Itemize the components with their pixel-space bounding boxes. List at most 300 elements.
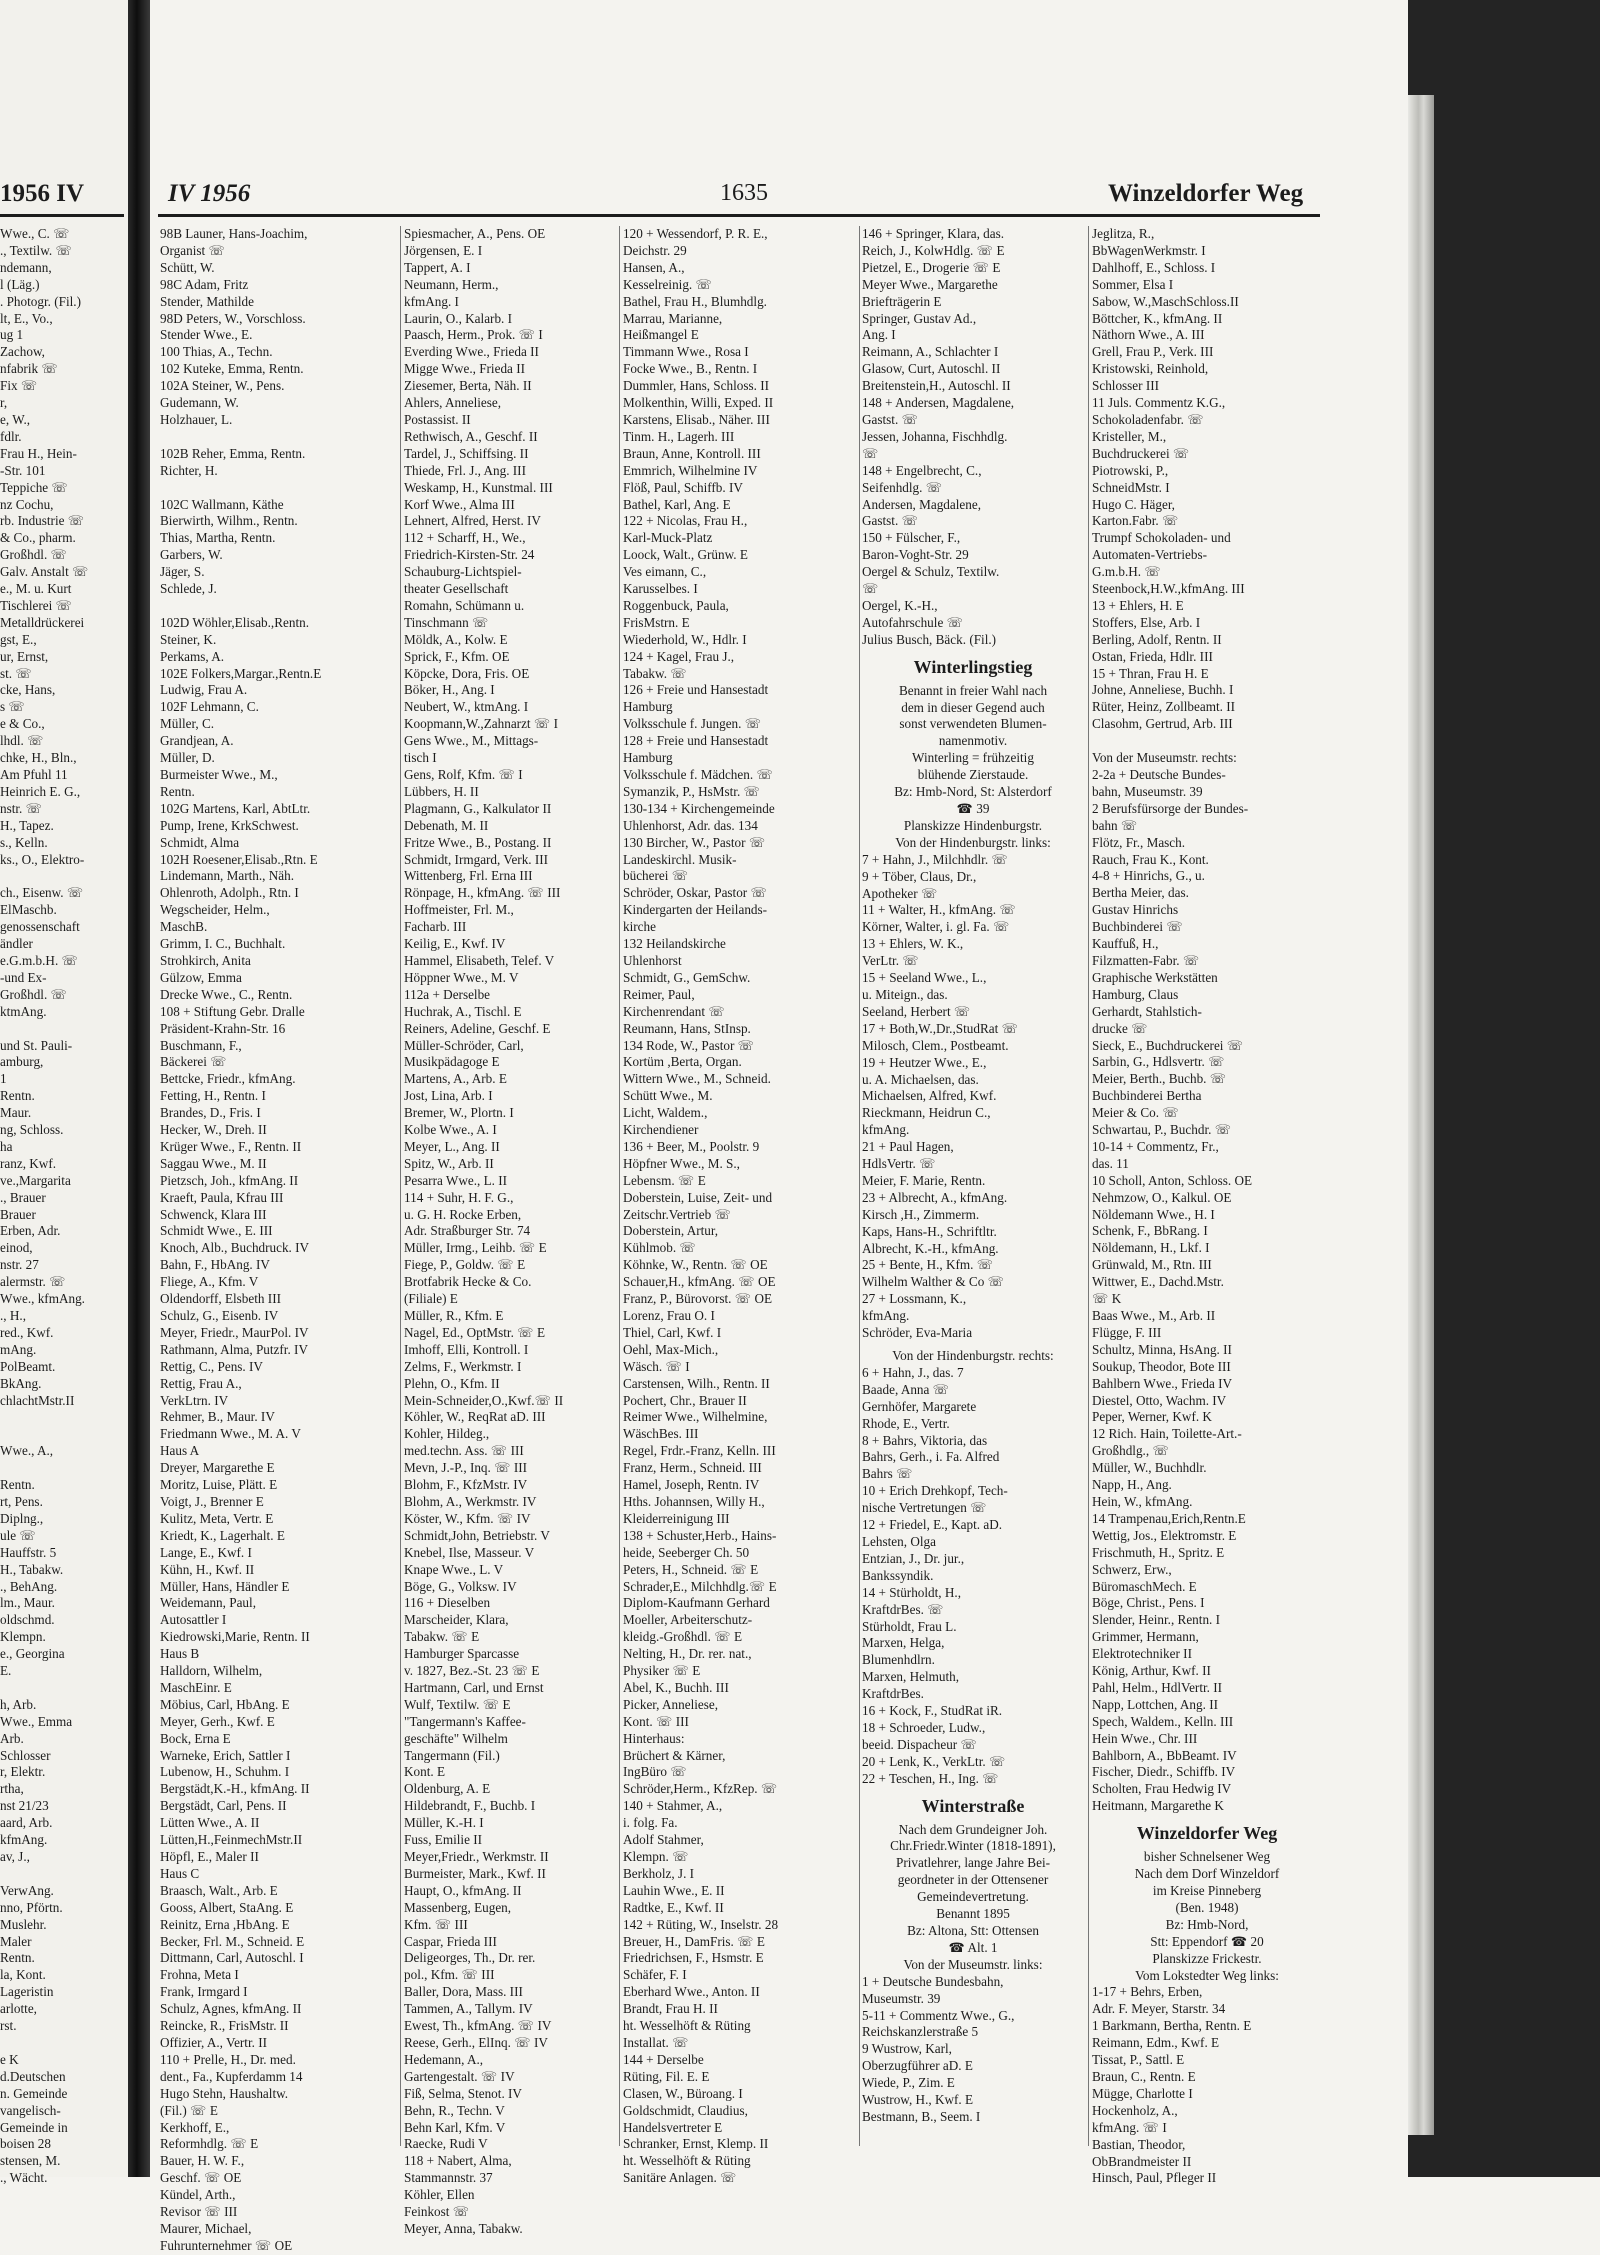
directory-line: 10 + Erich Drehkopf, Tech- bbox=[862, 1483, 1008, 1499]
directory-line: Bergstädt,K.-H., kfmAng. II bbox=[160, 1781, 310, 1797]
directory-line: E. bbox=[0, 1663, 12, 1679]
directory-line: Springer, Gustav Ad., bbox=[862, 310, 977, 326]
directory-line: Imhoff, Elli, Kontroll. I bbox=[404, 1341, 529, 1357]
directory-line: Kraeft, Paula, Kfrau III bbox=[160, 1189, 284, 1205]
directory-line: Strohkirch, Anita bbox=[160, 952, 251, 968]
directory-line: Klempn. bbox=[0, 1629, 46, 1645]
directory-line: Schwerz, Erw., bbox=[1092, 1561, 1172, 1577]
directory-line: Hecker, W., Dreh. II bbox=[160, 1122, 267, 1138]
directory-line: Holzhauer, L. bbox=[160, 411, 233, 427]
directory-line: bisher Schnelsener Weg bbox=[1143, 1849, 1271, 1865]
directory-line: Ang. I bbox=[862, 327, 896, 343]
directory-line: Bahlborn, A., BbBeamt. IV bbox=[1092, 1747, 1237, 1763]
directory-line: VerLtr. ☏ bbox=[862, 953, 919, 969]
directory-line: Haus C bbox=[160, 1865, 200, 1881]
directory-line: red., Kwf. bbox=[0, 1324, 54, 1340]
directory-line: Rettig, Frau A., bbox=[160, 1375, 242, 1391]
directory-line: Berling, Adolf, Rentn. II bbox=[1092, 631, 1222, 647]
directory-line: Weskamp, H., Kunstmal. III bbox=[404, 479, 553, 495]
directory-line: nfabrik ☏ bbox=[0, 361, 58, 377]
directory-line: Voigt, J., Brenner E bbox=[160, 1493, 264, 1509]
directory-line: Plagmann, G., Kalkulator II bbox=[404, 800, 552, 816]
column-divider bbox=[859, 226, 860, 2146]
facing-page-header: 1956 IV bbox=[0, 180, 85, 207]
directory-column-4 bbox=[862, 226, 1084, 2126]
directory-line: 27 + Lossmann, K., bbox=[862, 1291, 967, 1307]
directory-line: Huchrak, A., Tischl. E bbox=[404, 1003, 522, 1019]
directory-line: Böge, Christ., Pens. I bbox=[1092, 1595, 1205, 1611]
directory-line: Autosattler I bbox=[160, 1612, 227, 1628]
directory-line: Postassist. II bbox=[404, 411, 471, 427]
directory-line: Ves eimann, C., bbox=[623, 564, 707, 580]
directory-line: kfmAng. ☏ I bbox=[1092, 2119, 1167, 2135]
directory-line: Köhnke, W., Rentn. ☏ OE bbox=[623, 1257, 768, 1273]
directory-line: Peper, Werner, Kwf. K bbox=[1092, 1409, 1212, 1425]
directory-line: VerwAng. bbox=[0, 1882, 54, 1898]
directory-line: Apotheker ☏ bbox=[862, 885, 938, 901]
directory-line: Migge Wwe., Frieda II bbox=[404, 361, 525, 377]
directory-line: Massenberg, Eugen, bbox=[404, 1899, 512, 1915]
directory-line: Lange, E., Kwf. I bbox=[160, 1544, 252, 1560]
directory-line: Roggenbuck, Paula, bbox=[623, 597, 729, 613]
directory-line: Garbers, W. bbox=[160, 547, 223, 563]
directory-line: Fuss, Emilie II bbox=[404, 1832, 483, 1848]
directory-line: Baas Wwe., M., Arb. II bbox=[1092, 1308, 1216, 1323]
street-heading-winzeldorfer-weg: Winzeldorfer Weg bbox=[1136, 1823, 1278, 1844]
directory-line: Kont. ☏ III bbox=[623, 1713, 689, 1729]
winzeldorfer-intro bbox=[1092, 1849, 1322, 1967]
directory-line: 108 + Stiftung Gebr. Dralle bbox=[160, 1003, 305, 1019]
directory-line: 114 + Suhr, H. F. G., bbox=[404, 1189, 514, 1205]
directory-line: Frau H., Hein- bbox=[0, 445, 77, 461]
directory-line: Radtke, E., Kwf. II bbox=[623, 1899, 724, 1915]
directory-line: Großhdl. ☏ bbox=[0, 547, 68, 563]
directory-line: 128 + Freie und Hansestadt bbox=[623, 733, 769, 749]
directory-line: 112 + Scharff, H., We., bbox=[404, 530, 526, 546]
directory-line: ☎ 39 bbox=[956, 801, 990, 816]
directory-line: "Tangermann's Kaffee- bbox=[404, 1713, 526, 1729]
directory-line: e.G.m.b.H. ☏ bbox=[0, 952, 79, 968]
directory-line: Glasow, Curt, Autoschl. II bbox=[862, 361, 1001, 377]
directory-line: geordneter in der Ottensener bbox=[897, 1872, 1049, 1888]
directory-line: Burmeister, Mark., Kwf. II bbox=[404, 1865, 546, 1881]
directory-line: einod, bbox=[0, 1240, 33, 1256]
directory-line: Hildebrandt, F., Buchb. I bbox=[404, 1798, 536, 1814]
directory-line: Kfm. ☏ III bbox=[404, 1916, 468, 1932]
directory-line: Feinkost ☏ bbox=[404, 2204, 470, 2220]
directory-line: Sprick, F., Kfm. OE bbox=[404, 648, 510, 664]
directory-line: Großhdlg., ☏ bbox=[1092, 1443, 1169, 1459]
directory-line: Schütt, W. bbox=[160, 259, 215, 275]
directory-line: 134 Rode, W., Pastor ☏ bbox=[623, 1037, 755, 1053]
directory-line: Burmeister Wwe., M., bbox=[160, 767, 278, 782]
directory-line: Rentn. bbox=[160, 783, 195, 799]
directory-line: Reinitz, Erna ,HbAng. E bbox=[160, 1916, 290, 1932]
directory-line: Nehmzow, O., Kalkul. OE bbox=[1092, 1189, 1232, 1205]
directory-line: Trumpf Schokoladen- und bbox=[1092, 530, 1231, 546]
directory-line: Reimer, Paul, bbox=[623, 986, 695, 1002]
directory-line: Laurin, O., Kalarb. I bbox=[404, 310, 513, 326]
directory-line: Moeller, Arbeiterschutz- bbox=[623, 1612, 753, 1628]
directory-line: Oergel, K.-H., bbox=[862, 597, 938, 613]
directory-line: Kerkhoff, E., bbox=[160, 2119, 230, 2135]
directory-line: Hamburg, Claus bbox=[1092, 986, 1179, 1002]
directory-line: 12 + Friedel, E., Kapt. aD. bbox=[862, 1517, 1003, 1533]
directory-line: Von der Museumstr. rechts: bbox=[1092, 750, 1237, 766]
directory-line: ., Wächt. bbox=[0, 2170, 48, 2186]
directory-line: ., Brauer bbox=[0, 1189, 46, 1205]
directory-line: Wilhelm Walther & Co ☏ bbox=[862, 1274, 1005, 1290]
directory-line: tisch I bbox=[404, 750, 437, 766]
directory-line: Rauch, Frau K., Kont. bbox=[1092, 851, 1209, 867]
directory-line: kleidg.-Großhdl. ☏ E bbox=[623, 1629, 743, 1645]
directory-line: Meyer, Gerh., Kwf. E bbox=[160, 1713, 275, 1729]
directory-line: Paasch, Herm., Prok. ☏ I bbox=[404, 327, 543, 343]
directory-line: Doberstein, Luise, Zeit- und bbox=[623, 1189, 773, 1205]
directory-line: Symanzik, P., HsMstr. ☏ bbox=[623, 783, 761, 799]
directory-line: i. folg. Fa. bbox=[623, 1815, 678, 1831]
directory-line: Großhdl. ☏ bbox=[0, 986, 68, 1002]
directory-line: Bertha Meier, das. bbox=[1092, 885, 1189, 901]
directory-line: Graphische Werkstätten bbox=[1092, 969, 1218, 985]
directory-line: Knoch, Alb., Buchdruck. IV bbox=[160, 1240, 310, 1256]
directory-line: vangelisch- bbox=[0, 2102, 61, 2118]
directory-line: Reich, J., KolwHdlg. ☏ E bbox=[862, 242, 1005, 258]
directory-line: Rehmer, B., Maur. IV bbox=[160, 1409, 275, 1425]
directory-line: Hamburger Sparcasse bbox=[404, 1646, 520, 1662]
book-gutter bbox=[128, 0, 150, 2177]
directory-line: Lütten Wwe., A. II bbox=[160, 1815, 260, 1831]
directory-line: Rentn. bbox=[0, 1950, 35, 1966]
directory-line: Pietzsch, Joh., kfmAng. II bbox=[160, 1172, 299, 1188]
directory-line: ObBrandmeister II bbox=[1092, 2153, 1192, 2169]
directory-line: 22 + Teschen, H., Ing. ☏ bbox=[862, 1770, 999, 1786]
directory-line: Bestmann, B., Seem. I bbox=[862, 2108, 981, 2124]
directory-line: Möldk, A., Kolw. E bbox=[404, 631, 508, 647]
directory-line: 142 + Rüting, W., Inselstr. 28 bbox=[623, 1916, 779, 1932]
directory-line: 10 Scholl, Anton, Schloss. OE bbox=[1092, 1172, 1253, 1188]
scanner-margin bbox=[1408, 0, 1600, 2177]
directory-line: 148 + Engelbrecht, C., bbox=[862, 462, 982, 478]
directory-line: Marrau, Marianne, bbox=[623, 310, 723, 326]
directory-line: rst. bbox=[0, 2018, 17, 2034]
directory-line: Deichstr. 29 bbox=[623, 242, 687, 258]
directory-line: 132 Heilandskirche bbox=[623, 936, 726, 952]
directory-line: Bergstädt, Carl, Pens. II bbox=[160, 1798, 287, 1814]
directory-line: Warneke, Erich, Sattler I bbox=[160, 1747, 291, 1763]
directory-line: Pesarra Wwe., L. II bbox=[404, 1172, 508, 1188]
directory-line: 130 Bircher, W., Pastor ☏ bbox=[623, 834, 766, 850]
directory-line: Hamel, Joseph, Rentn. IV bbox=[623, 1477, 760, 1493]
directory-line: ha bbox=[0, 1138, 13, 1154]
winterstrasse-left-entries bbox=[862, 1974, 1084, 2126]
directory-line: ☎ Alt. 1 bbox=[948, 1939, 998, 1955]
directory-line: heide, Seeberger Ch. 50 bbox=[623, 1544, 750, 1560]
directory-line: ch., Eisenw. ☏ bbox=[0, 885, 84, 901]
directory-line bbox=[0, 1426, 122, 1443]
directory-line: Seeland, Herbert ☏ bbox=[862, 1003, 971, 1019]
directory-line: Pahl, Helm., HdlVertr. II bbox=[1092, 1679, 1223, 1695]
directory-line: Tischlerei ☏ bbox=[0, 597, 73, 613]
directory-line: Maurer, Michael, bbox=[160, 2220, 252, 2236]
directory-line: Clasen, W., Büroang. I bbox=[623, 2085, 743, 2101]
directory-line: Schröder,Herm., KfzRep. ☏ bbox=[623, 1781, 778, 1797]
directory-line: Köster, W., Kfm. ☏ IV bbox=[404, 1510, 531, 1526]
directory-line: Wwe., kfmAng. bbox=[0, 1291, 85, 1307]
directory-line: Schulz, G., Eisenb. IV bbox=[160, 1308, 279, 1323]
directory-line: Kühlmob. ☏ bbox=[623, 1240, 696, 1256]
directory-line: Schenk, F., BbRang. I bbox=[1092, 1223, 1208, 1239]
directory-line: Andersen, Magdalene, bbox=[862, 496, 982, 512]
directory-line: Brüchert & Kärner, bbox=[623, 1747, 726, 1763]
facing-page-fragment bbox=[0, 0, 128, 2186]
directory-line bbox=[160, 480, 398, 497]
directory-line: Caspar, Frieda III bbox=[404, 1933, 497, 1949]
directory-line: Kortüm ,Berta, Organ. bbox=[623, 1054, 742, 1070]
directory-line: Richter, H. bbox=[160, 462, 218, 478]
directory-line: Slender, Heinr., Rentn. I bbox=[1092, 1612, 1221, 1628]
winzeldorfer-left-entries bbox=[1092, 1984, 1322, 2187]
column-divider bbox=[619, 226, 620, 2146]
directory-line: Martens, A., Arb. E bbox=[404, 1071, 507, 1087]
directory-line: mAng. bbox=[0, 1341, 37, 1357]
directory-line: Focke Wwe., B., Rentn. I bbox=[623, 361, 758, 377]
directory-line: Tardel, J., Schiffsing. II bbox=[404, 445, 529, 461]
directory-line: Adr. F. Meyer, Starstr. 34 bbox=[1092, 2001, 1226, 2017]
directory-line: Hinsch, Paul, Pfleger II bbox=[1092, 2170, 1217, 2186]
directory-line: Jost, Lina, Arb. I bbox=[404, 1088, 493, 1104]
directory-line: Friedmann Wwe., M. A. V bbox=[160, 1426, 301, 1442]
directory-line: 18 + Schroeder, Ludw., bbox=[862, 1719, 986, 1735]
directory-line: WäschBes. III bbox=[623, 1426, 699, 1442]
directory-line: Kaps, Hans-H., Schriftltr. bbox=[862, 1223, 997, 1239]
directory-line: Neubert, W., ktmAng. I bbox=[404, 699, 529, 715]
directory-line: Bathel, Karl, Ang. E bbox=[623, 496, 731, 512]
directory-line: Galv. Anstalt ☏ bbox=[0, 564, 89, 580]
directory-line: rt, Pens. bbox=[0, 1493, 43, 1509]
directory-line: Wwe., C. ☏ bbox=[0, 226, 70, 241]
winterlingstieg-right-entries bbox=[862, 1365, 1084, 1788]
directory-line: 100 Thias, A., Techn. bbox=[160, 344, 273, 360]
directory-line: Schlosser bbox=[0, 1747, 51, 1763]
page-number: 1635 bbox=[720, 180, 768, 206]
directory-line: Rethwisch, A., Geschf. II bbox=[404, 428, 538, 444]
directory-line: Rhode, E., Vertr. bbox=[862, 1415, 950, 1431]
directory-line: ks., O., Elektro- bbox=[0, 851, 85, 867]
directory-line: KraftdrBes. ☏ bbox=[862, 1601, 944, 1617]
directory-line: Bastian, Theodor, bbox=[1092, 2136, 1186, 2152]
directory-line: Soukup, Theodor, Bote III bbox=[1092, 1358, 1231, 1374]
directory-line: HdlsVertr. ☏ bbox=[862, 1156, 936, 1172]
directory-line: Tinm. H., Lagerh. III bbox=[623, 428, 735, 444]
directory-line: Sanitäre Anlagen. ☏ bbox=[623, 2170, 737, 2186]
directory-line: Goldschmidt, Claudius, bbox=[623, 2102, 748, 2118]
directory-line: 98D Peters, W., Vorschloss. bbox=[160, 310, 306, 326]
directory-line: Wittwer, E., Dachd.Mstr. bbox=[1092, 1274, 1224, 1290]
directory-line: Museumstr. 39 bbox=[862, 1990, 941, 2006]
directory-line: Schmidt, Irmgard, Verk. III bbox=[404, 851, 549, 867]
directory-line: Mein-Schneider,O.,Kwf.☏ II bbox=[404, 1392, 564, 1408]
directory-line: u. Miteign., das. bbox=[862, 986, 948, 1002]
directory-line: Kolbe Wwe., A. I bbox=[404, 1122, 497, 1138]
directory-line: ur, Ernst, bbox=[0, 648, 49, 664]
street-heading-winterlingstieg: Winterlingstieg bbox=[913, 656, 1033, 677]
directory-line: n. Gemeinde bbox=[0, 2085, 68, 2101]
directory-line: rtha, bbox=[0, 1781, 24, 1797]
directory-line: 20 + Lenk, K., VerkLtr. ☏ bbox=[862, 1753, 1006, 1769]
directory-line: Körner, Walter, i. gl. Fa. ☏ bbox=[862, 919, 1010, 935]
column-divider bbox=[1088, 226, 1089, 2146]
directory-line: Napp, H., Ang. bbox=[1092, 1477, 1172, 1493]
directory-line: Timmann Wwe., Rosa I bbox=[623, 344, 749, 360]
directory-line: Lageristin bbox=[0, 1984, 54, 2000]
directory-line: Lebensm. ☏ E bbox=[623, 1172, 706, 1188]
winterlingstieg-left-title: Von der Hindenburgstr. links: bbox=[895, 834, 1051, 850]
directory-line: VerkLtrn. IV bbox=[160, 1392, 229, 1408]
directory-line: 138 + Schuster,Herb., Hains- bbox=[623, 1527, 777, 1543]
directory-line: geschäfte" Wilhelm bbox=[404, 1730, 508, 1746]
directory-line: Becker, Frl. M., Schneid. E bbox=[160, 1933, 305, 1949]
directory-line: Reimer Wwe., Wilhelmine, bbox=[623, 1409, 768, 1425]
directory-line: Rönpage, H., kfmAng. ☏ III bbox=[404, 885, 561, 901]
directory-line: Kohler, Hildeg., bbox=[404, 1426, 490, 1442]
directory-line: Müller-Schröder, Carl, bbox=[404, 1037, 524, 1053]
directory-line: Fuhrunternehmer ☏ OE bbox=[160, 2237, 293, 2253]
directory-line: Zeitschr.Vertrieb ☏ bbox=[623, 1206, 732, 1222]
directory-line: lhdl. ☏ bbox=[0, 733, 44, 749]
directory-line: Gens, Rolf, Kfm. ☏ I bbox=[404, 767, 523, 782]
directory-line: Picker, Anneliese, bbox=[623, 1696, 719, 1712]
directory-line: Tappert, A. I bbox=[404, 259, 471, 275]
directory-line: Meier & Co. ☏ bbox=[1092, 1105, 1179, 1121]
directory-line: v. 1827, Bez.-St. 23 ☏ E bbox=[404, 1663, 540, 1679]
directory-line: Michaelsen, Alfred, Kwf. bbox=[862, 1088, 997, 1104]
directory-line: Müller, Irmg., Leihb. ☏ E bbox=[404, 1240, 547, 1256]
directory-line: Wustrow, H., Kwf. E bbox=[862, 2092, 974, 2108]
directory-line: Bahlbern Wwe., Frieda IV bbox=[1092, 1375, 1233, 1391]
directory-column-1 bbox=[160, 226, 398, 2255]
directory-line: Rieckmann, Heidrun C., bbox=[862, 1105, 991, 1121]
directory-line: Erben, Adr. bbox=[0, 1223, 61, 1239]
directory-line: Regel, Frdr.-Franz, Kelln. III bbox=[623, 1443, 776, 1459]
directory-line: 102H Roesener,Elisab.,Rtn. E bbox=[160, 851, 318, 867]
directory-line: Reformhdlg. ☏ E bbox=[160, 2136, 259, 2152]
directory-line: Rentn. bbox=[0, 1477, 35, 1493]
directory-line: Lehsten, Olga bbox=[862, 1533, 936, 1549]
directory-line: Franz, P., Bürovorst. ☏ OE bbox=[623, 1291, 773, 1307]
directory-line bbox=[0, 1021, 122, 1038]
directory-line: Neumann, Herm., bbox=[404, 276, 499, 292]
directory-line: -Str. 101 bbox=[0, 462, 46, 478]
directory-line: Heinrich E. G., bbox=[0, 783, 81, 799]
directory-line: Kirsch ,H., Zimmerm. bbox=[862, 1206, 980, 1222]
directory-line: Kindergarten der Heilands- bbox=[623, 902, 768, 918]
directory-line: Grell, Frau P., Verk. III bbox=[1092, 344, 1214, 360]
directory-line: blühende Zierstaude. bbox=[917, 767, 1029, 783]
directory-line: chke, H., Bln., bbox=[0, 750, 77, 766]
directory-line: Ewest, Th., kfmAng. ☏ IV bbox=[404, 2018, 552, 2034]
directory-line: theater Gesellschaft bbox=[404, 581, 509, 597]
directory-line: amburg, bbox=[0, 1054, 44, 1070]
directory-line: -und Ex- bbox=[0, 969, 47, 985]
directory-line: Metalldrückerei bbox=[0, 614, 85, 630]
directory-line: Flötz, Fr., Masch. bbox=[1092, 834, 1186, 850]
directory-line: Lubenow, H., Schuhm. I bbox=[160, 1764, 290, 1780]
directory-line: Nöldemann, H., Lkf. I bbox=[1092, 1240, 1210, 1256]
directory-line: Rathmann, Alma, Putzfr. IV bbox=[160, 1341, 308, 1357]
directory-line: 124 + Kagel, Frau J., bbox=[623, 648, 735, 664]
directory-line: Revisor ☏ III bbox=[160, 2204, 238, 2220]
directory-line: Nach dem Dorf Winzeldorf bbox=[1134, 1866, 1280, 1882]
directory-line: Tammen, A., Tallym. IV bbox=[404, 2001, 533, 2017]
directory-line: Diestel, Otto, Wachm. IV bbox=[1092, 1392, 1227, 1408]
directory-line: Meyer Wwe., Margarethe bbox=[862, 276, 998, 292]
directory-line: Sommer, Elsa I bbox=[1092, 276, 1174, 292]
directory-line: Grandjean, A. bbox=[160, 733, 234, 749]
directory-line: Lindemann, Marth., Näh. bbox=[160, 868, 295, 884]
directory-line: 14 Trampenau,Erich,Rentn.E bbox=[1092, 1510, 1246, 1526]
directory-line: Stammannstr. 37 bbox=[404, 2170, 493, 2186]
directory-line: Schwartau, P., Buchdr. ☏ bbox=[1092, 1122, 1232, 1138]
directory-line: Brandes, D., Fris. I bbox=[160, 1105, 261, 1121]
winterlingstieg-left-entries bbox=[862, 852, 1084, 1342]
directory-line: Behn Karl, Kfm. V bbox=[404, 2119, 506, 2135]
directory-line: ändler bbox=[0, 936, 33, 952]
directory-line: Knebel, Ilse, Masseur. V bbox=[404, 1544, 535, 1560]
directory-line: ktmAng. bbox=[0, 1003, 47, 1019]
directory-line: Pump, Irene, KrkSchwest. bbox=[160, 817, 299, 833]
directory-line: 116 + Dieselben bbox=[404, 1595, 491, 1611]
directory-line: kfmAng. bbox=[862, 1122, 910, 1138]
directory-line: lm., Maur. bbox=[0, 1595, 55, 1611]
directory-line: Präsident-Krahn-Str. 16 bbox=[160, 1020, 286, 1036]
directory-line: ☏ bbox=[862, 581, 879, 597]
directory-line: Sieck, E., Buchdruckerei ☏ bbox=[1092, 1037, 1244, 1053]
directory-line: 9 Wustrow, Karl, bbox=[862, 2041, 952, 2057]
winzeldorfer-left-title: Vom Lokstedter Weg links: bbox=[1135, 1967, 1279, 1983]
directory-line: Gülzow, Emma bbox=[160, 969, 242, 985]
directory-line: Kirchendiener bbox=[623, 1122, 699, 1138]
directory-line: h, Arb. bbox=[0, 1696, 37, 1712]
directory-line: Jeglitza, R., bbox=[1092, 226, 1155, 241]
directory-line: Kauffuß, H., bbox=[1092, 936, 1159, 952]
directory-line: Filzmatten-Fabr. ☏ bbox=[1092, 952, 1200, 968]
directory-line: Grünwald, M., Rtn. III bbox=[1092, 1257, 1212, 1273]
directory-line: Thiel, Carl, Kwf. I bbox=[623, 1324, 722, 1340]
directory-line: Kesselreinig. ☏ bbox=[623, 276, 713, 292]
directory-line: Mevn, J.-P., Inq. ☏ III bbox=[404, 1460, 528, 1476]
directory-line: Heitmann, Margarethe K bbox=[1092, 1798, 1224, 1814]
directory-line: Schranker, Ernst, Klemp. II bbox=[623, 2136, 769, 2152]
directory-line: Blumenhdlrn. bbox=[862, 1652, 935, 1668]
directory-line: Böge, G., Volksw. IV bbox=[404, 1578, 517, 1594]
directory-line: 102D Wöhler,Elisab.,Rentn. bbox=[160, 614, 310, 630]
directory-line: Bahrs ☏ bbox=[862, 1466, 913, 1482]
directory-line: Frank, Irmgard I bbox=[160, 1984, 248, 2000]
directory-line: oldschmd. bbox=[0, 1612, 55, 1628]
directory-line: Gastst. ☏ bbox=[862, 411, 919, 427]
directory-line: boisen 28 bbox=[0, 2136, 51, 2152]
directory-line: Licht, Waldem., bbox=[623, 1105, 708, 1121]
directory-line: lt, E., Vo., bbox=[0, 310, 53, 326]
directory-line: Bäckerei ☏ bbox=[160, 1054, 227, 1070]
directory-line: Spiesmacher, A., Pens. OE bbox=[404, 226, 546, 241]
directory-line: alermstr. ☏ bbox=[0, 1274, 66, 1290]
directory-line: Bettcke, Friedr., kfmAng. bbox=[160, 1071, 296, 1087]
directory-line: Kirchenrendant ☏ bbox=[623, 1003, 725, 1019]
directory-line: Brotfabrik Hecke & Co. bbox=[404, 1274, 532, 1290]
directory-line: e., M. u. Kurt bbox=[0, 581, 72, 597]
